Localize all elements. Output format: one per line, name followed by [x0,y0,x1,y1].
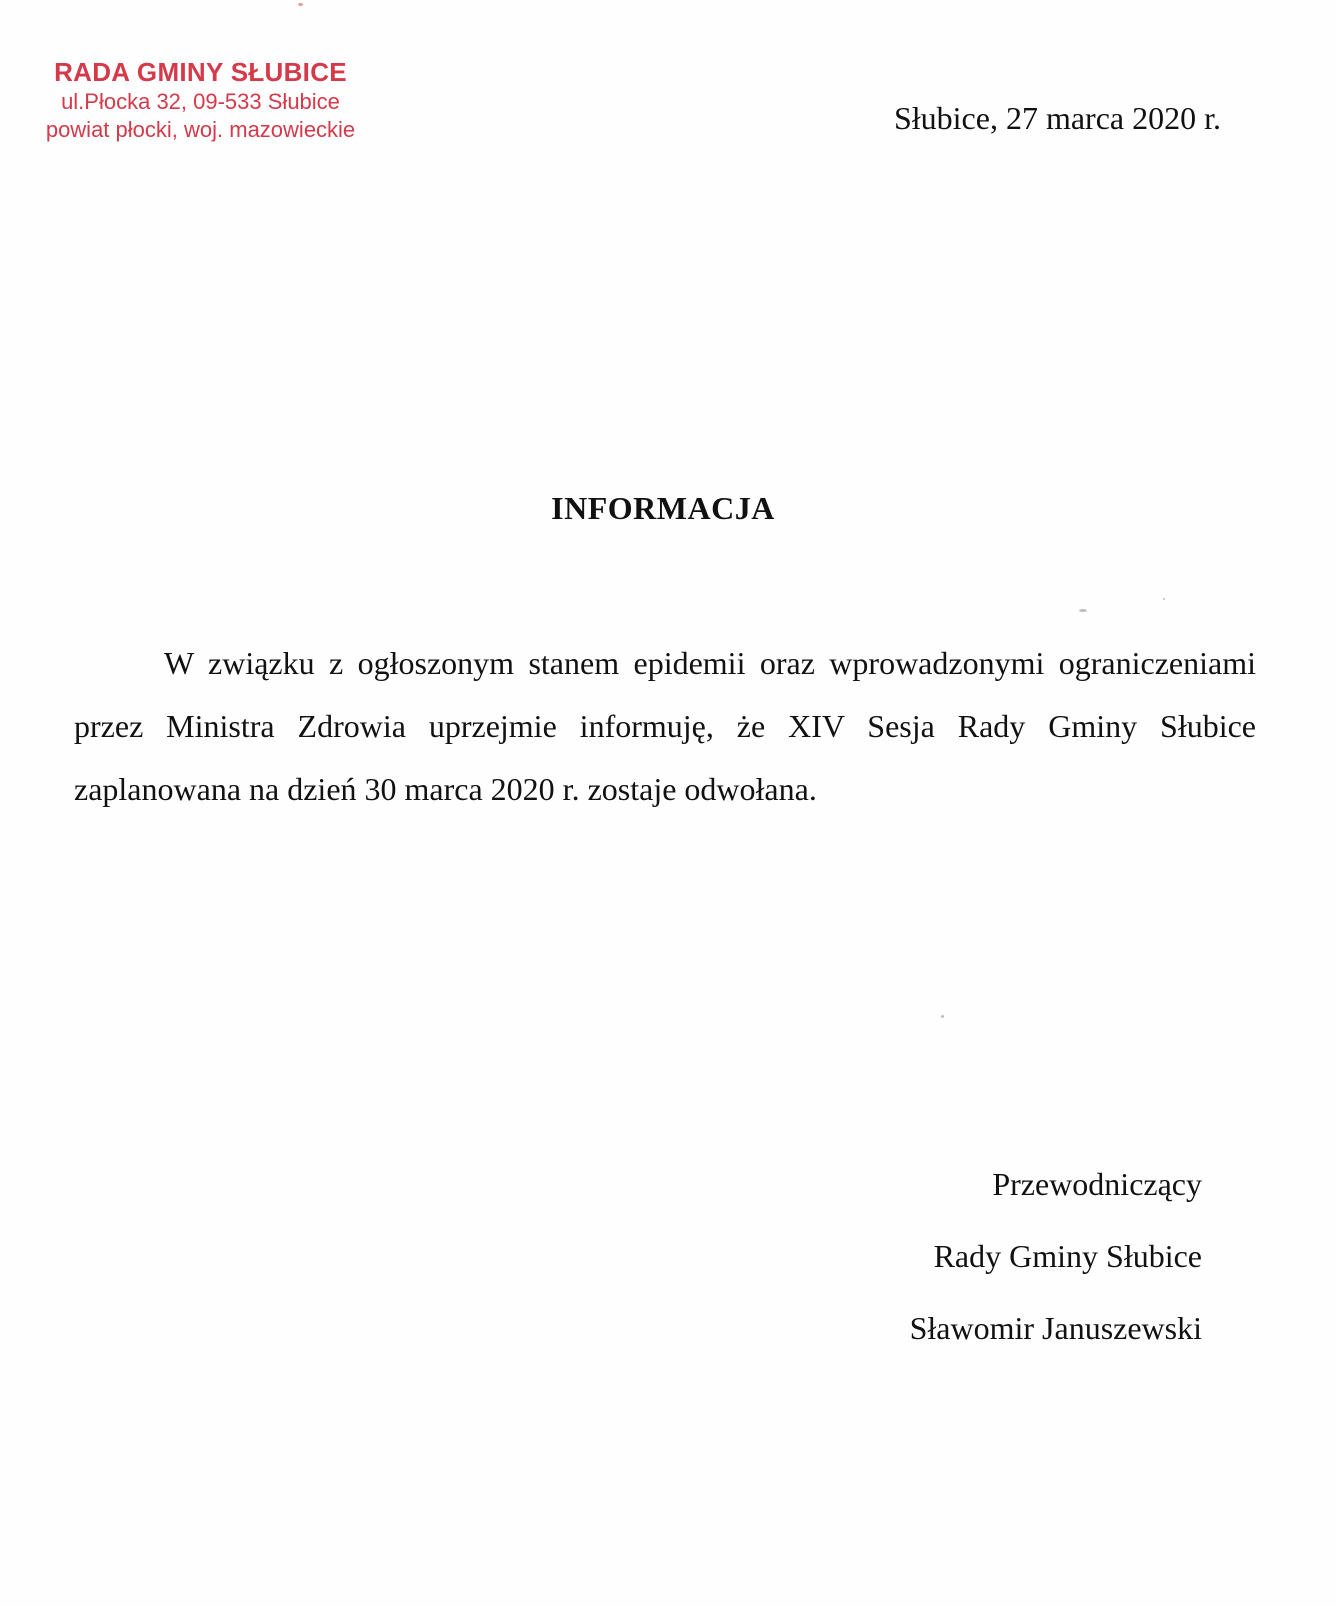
document-date: Słubice, 27 marca 2020 r. [893,100,1221,136]
signature-name: Sławomir Januszewski [909,1310,1202,1346]
signature-title: Przewodniczący [992,1166,1202,1202]
signature-body: Rady Gminy Słubice [933,1238,1202,1274]
document-body: W związku z ogłoszonym stanem epidemii oraz wprowadzonymi ograniczeniami przez Ministra Zdrowia uprzejmie informuję, że XIV Sesja Rady Gminy Słubice zaplanowana na dzień 30 marca 2020 r. zostaje odwołana. [74,645,1256,807]
stamp-address: ul.Płocka 32, 09-533 Słubice [61,89,340,114]
scan-speck [1079,609,1087,612]
stamp-title: RADA GMINY SŁUBICE [54,57,347,87]
council-stamp [28,56,373,144]
scan-speck [1163,598,1165,600]
scan-speck [941,1015,944,1018]
signature-block [910,1148,1202,1364]
scan-speck [298,3,303,6]
stamp-region: powiat płocki, woj. mazowieckie [45,117,356,142]
document-heading: INFORMACJA [551,490,775,526]
